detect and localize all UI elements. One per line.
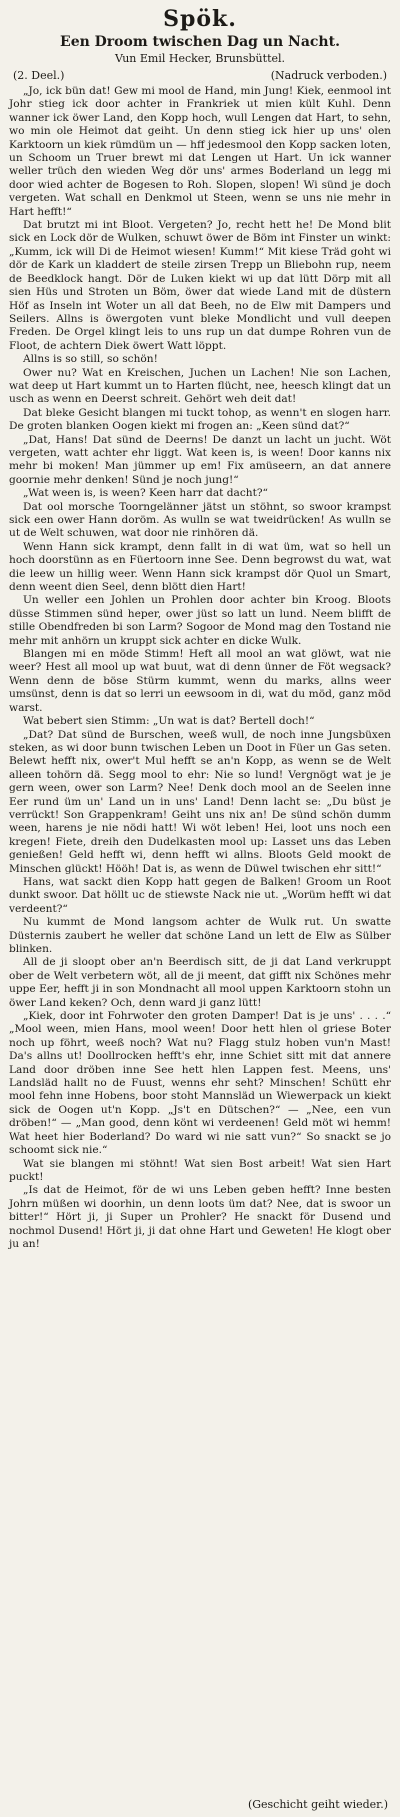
article-paragraph: Hans, wat sackt dien Kopp hatt gegen de Balken! Groom un Root dunkt swoor. Dat höllt uc de stiewste Nack nie ut. „Worüm hefft wi dat verdeent?“ [9, 875, 391, 915]
article-paragraph: Wenn Hann sick krampt, denn fallt in di wat üm, wat so hell un hoch doorstünn as en Füertoorn inne See. Denn begrowst du wat, wat die leew un hillig weer. Wenn Hann sick krampst dör Quol un Smart, denn weent dien Seel, denn blött dien Hart! [9, 540, 391, 594]
article-paragraph: Allns is so still, so schön! [23, 353, 158, 366]
article-paragraph: „Dat? Dat sünd de Burschen, weeß wull, de noch inne Jungsbüxen steken, as wi door bunn twischen Leben un Doot in Füer un Gas seten. Belewt hefft nix, ower't Mul hefft se an'n Kopp, as wenn se de Welt alleen tohörn dä. Segg mool to ehr: Nie so lund! Vergnögt wat je je gern ween, ower son Larm? Nee! Denk doch mool an de Seelen inne Eer rund üm un' Land un in uns' Land! Denn lacht se: „Du büst je verrückt! Son Grappenkram! Geiht uns nix an! De sünd schön dumm ween, harens je nie nödi hatt! Wi wöt leben! Hei, loot uns noch een kregen! Fiete, dreih den Dudelkasten mool up: Lasset uns das Leben genießen! Geld hefft wi, denn hefft wi allns. Bloots Geld mookt de Minschen glückt! Hööh! Dat is, as wenn de Düwel twischen ehr sitt!“ [9, 728, 391, 875]
article-meta [13, 69, 387, 82]
article-paragraph: „Jo, ick bün dat! Gew mi mool de Hand, min Jung! Kiek, eenmool int Johr stieg ick door achter in Frankriek ut mien kült Kuhl. Denn wanner ick öwer Land, den Kopp hoch, wull Lengen dat Hart, to sehn, wo min ole Heimot dat geiht. Un denn stieg ick hier up uns' olen Karktoorn un kiek rümdüm un — hff jedesmool den Kopp sacken loten, un Schoom un Truer brewt mi dat Lengen ut Hart. Un ick wanner weller trüch den wieden Weg dör uns' armes Boderland un legg mi door wied achter de Bogesen to Roh. Slopen, slopen! Wi sünd je doch vergeten. Wat schall en Denkmol ut Steen, wenn se uns nie mehr in Hart hefft!“ [9, 85, 391, 218]
article-paragraph: Blangen mi en möde Stimm! Heft all mool an wat glöwt, wat nie weer? Hest all mool up wat buut, wat di denn ünner de Föt wegsack? Wenn denn de böse Stürm kummt, wenn du marks, allns weer umsünst, denn is dat so lerri un eewsoom in di, wat du möd, ganz möd warst. [9, 648, 391, 714]
reprint-notice: (Nadruck verboden.) [270, 69, 387, 82]
article-paragraph: Nu kummt de Mond langsom achter de Wulk rut. Un swatte Düsternis zaubert he weller dat schöne Land un lett de Elw as Sülber blinken. [9, 916, 391, 955]
article-paragraph: Dat brutzt mi int Bloot. Vergeten? Jo, recht hett he! De Mond blit sick en Lock dör de Wulken, schuwt öwer de Böm int Finster un winkt: „Kumm, ick will Di de Heimot wiesen! Kumm!“ Mit kiese Träd goht wi dör de Kark un kladdert de steile zirsen Trepp un Bliebohn rup, neem de Beedklock hangt. Dör de Luken kiekt wi up dat lütt Dörp mit all sien Hüs und Stroten un Böm, öwer dat wiede Land mit de düstern Höf as Inseln int Woter un all dat Beeh, no de Elw mit Dampers und Seilers. Allns is öwergoten vunt bleke Mondlicht und vull deepen Freden. De Orgel klingt leis to uns rup un dat dumpe Rohren vun de Floot, de achtern Diek öwert Watt löppt. [9, 219, 391, 352]
article-subtitle: Een Droom twischen Dag un Nacht. [60, 34, 340, 50]
article-paragraph: „Kiek, door int Fohrwoter den groten Damper! Dat is je uns' . . . .“ „Mool ween, mien Hans, mool ween! Door hett hlen ol griese Boter noch up föhrt, weeß noch? Wat nu? Flagg stulz hoben vun'n Mast! Da's allns ut! Doollrocken hefft's ehr, inne Schiet sitt mit dat annere Land door dröben inne See hett hlen Lappen fest. Meens, uns' Landsläd hallt no de Fuust, wenns ehr seht? Minschen! Schütt ehr mool fehn inne Hobens, boor stoht Mannsläd un Wiewerpack un kiekt sick de Oogen ut'n Kopp. „Js't en Dütschen?“ — „Nee, een vun dröben!“ — „Man good, denn könt wi verdeenen! Geld möt wi hemm! Wat heet hier Boderland? Do ward wi nie satt vun?“ So snackt se jo schoomt sick nie.“ [9, 1010, 391, 1157]
article-paragraph: „Wat ween is, is ween? Keen harr dat dacht?“ [23, 487, 268, 500]
article-title: Spök. [163, 6, 237, 32]
article-paragraph: Wat bebert sien Stimm: „Un wat is dat? Bertell doch!“ [23, 715, 315, 728]
article-body [9, 85, 391, 1251]
article-paragraph: Ower nu? Wat en Kreischen, Juchen un Lachen! Nie son Lachen, wat deep ut Hart kummt un to Harten flücht, nee, heesch klingt dat un usch as wenn en Deerst schreit. Gehört weh deit dat! [9, 366, 391, 406]
article-paragraph: Wat sie blangen mi stöhnt! Wat sien Bost arbeit! Wat sien Hart puckt! [9, 1157, 391, 1183]
article-paragraph: Dat bleke Gesicht blangen mi tuckt tohop, as wenn't en slogen harr. De groten blanken Oogen kiekt mi frogen an: „Keen sünd dat?“ [9, 406, 391, 433]
article-paragraph: „Is dat de Heimot, för de wi uns Leben geben hefft? Inne besten Johrn müßen wi doorhin, un denn loots üm dat? Nee, dat is swoor un bitter!“ Hört ji, ji Super un Prohler? He snackt för Dusend und nochmol Dusend! Hört ji, ji dat ohne Hart und Geweten! He klogt ober ju an! [9, 1184, 391, 1250]
article-paragraph: „Dat, Hans! Dat sünd de Deerns! De danzt un lacht un jucht. Wöt vergeten, watt achter ehr liggt. Wat keen is, is ween! Door kanns nix mehr bi moken! Man jümmer up em! Fix amüseern, an dat annere goornie mehr denken! Sünd je noch jung!“ [9, 433, 391, 486]
continued-notice: (Geschicht geiht wieder.) [247, 1798, 388, 1811]
article-paragraph: Dat ool morsche Toorngelänner jätst un stöhnt, so swoor krampst sick een ower Hann doröm. As wulln se wat tweidrücken! As wulln se ut de Welt schuwen, wat door nie rinhören dä. [9, 500, 391, 540]
article-paragraph: Un weller een Johlen un Prohlen door achter bin Kroog. Bloots düsse Stimmen sünd heper, ower jüst so latt un lund. Neem blifft de stille Obendfreden bi son Larm? Sogoor de Mond mag den Tostand nie mehr mit anhörn un kruppt sick achter en dicke Wulk. [9, 594, 391, 647]
article-byline: Vun Emil Hecker, Brunsbüttel. [114, 52, 286, 65]
part-label: (2. Deel.) [13, 69, 65, 82]
article-paragraph: All de ji sloopt ober an'n Beerdisch sitt, de ji dat Land verkruppt ober de Welt verbetern wöt, all de ji meent, dat gifft nix Schönes mehr uppe Eer, hefft ji in son Mondnacht all mool uppen Karktoorn stohn un öwer Land keken? Och, denn ward ji ganz lütt! [9, 956, 391, 1009]
